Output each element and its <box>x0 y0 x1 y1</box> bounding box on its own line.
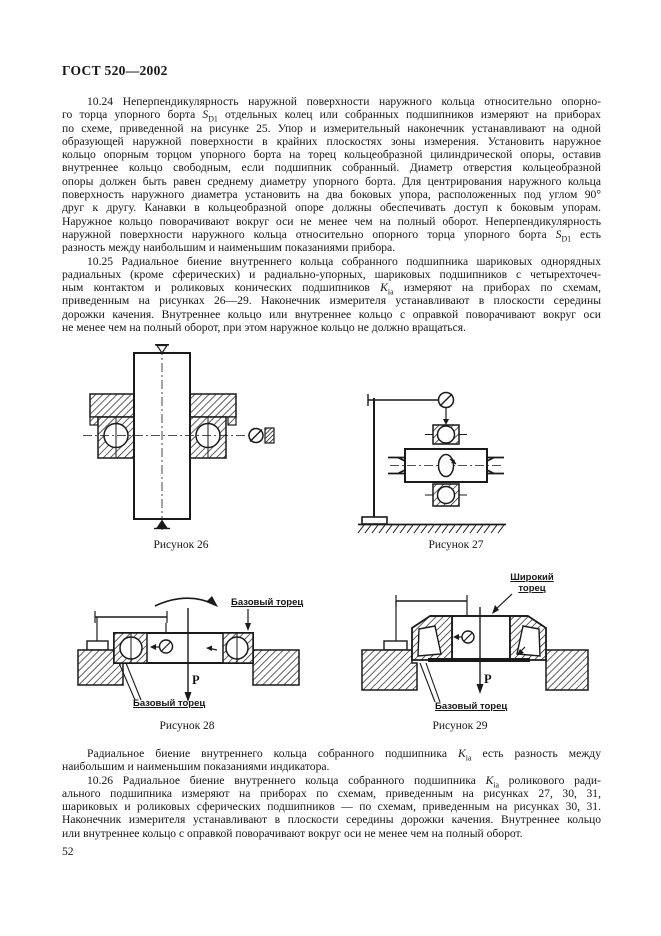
text-line: Радиальное биение внутреннего кольца собранного подшипника $K_{ia}$ есть разность между <box>87 747 601 763</box>
text-line: Наконечник измерителя устанавливают в плоскости середины дорожки качения. Внутреннее кольцо <box>62 813 601 827</box>
figure-28-caption: Рисунок 28 <box>159 720 215 732</box>
figure-29 <box>355 570 605 750</box>
upper-text-block <box>62 95 601 334</box>
text-line: радиальных (кроме сферических) и радиально-упорных, шариковых подшипников с четырехточеч- <box>62 267 601 281</box>
figure-28 <box>60 590 310 750</box>
text-line: 10.26 Радиальное биение внутреннего кольца собранного подшипника $K_{ia}$ роликового ради- <box>87 773 601 789</box>
paragraph-10-26 <box>62 774 601 840</box>
indicator-stand <box>87 641 108 650</box>
inner-ring-middle <box>452 616 510 660</box>
figure-28-drawing <box>60 590 310 715</box>
text-line: не менее чем на полный оборот, при этом наружное кольцо не должно вращаться. <box>62 321 466 335</box>
figure-29-bottom-label: Базовый торец <box>435 701 508 712</box>
figure-29-caption: Рисунок 29 <box>432 720 488 732</box>
text-line: внутреннее кольцо свободным, если подшипник собранный. Диаметр отверстия кольцеобразной <box>62 161 601 175</box>
figure-28-force-label: P <box>192 673 200 687</box>
text-line: 10.24 Неперпендикулярность наружной поверхности наружного кольца относительно опорно- <box>87 95 601 108</box>
figure-27 <box>350 344 610 559</box>
figure-27-caption: Рисунок 27 <box>428 539 484 551</box>
text-line: Наружное кольцо поворачивают вокруг оси не менее чем на полный оборот. Неперпендикулярность <box>62 214 601 228</box>
ground-right <box>253 650 299 685</box>
top-center-mark <box>157 346 167 354</box>
figure-26-caption: Рисунок 26 <box>153 539 209 551</box>
text-line: кольцо опорным торцом упорного борта на торец кольцеобразной цилиндрической опоры, оставив <box>62 148 601 162</box>
ground-right <box>546 650 588 690</box>
text-line: наибольшим и наименьшим показаниями индикатора. <box>62 760 330 774</box>
stand-base <box>362 517 387 524</box>
indicator-stand <box>384 641 407 650</box>
figure-29-force-label: P <box>484 672 492 686</box>
paragraph-10-24 <box>62 95 601 255</box>
figure-28-bottom-label: Базовый торец <box>133 698 206 709</box>
text-line: или внутреннее кольцо с оправкой поворачивают вокруг оси не менее чем на полный оборот. <box>62 826 523 840</box>
text-line: шариковых и роликовых сферических подшипников — по схемам, приведенным на рисунках 30, 31. <box>62 800 601 814</box>
indicator-support-block <box>265 428 274 443</box>
text-line: образующей наружной поверхности в крайних плоскостях зоны измерения. Установить наружное <box>62 134 601 148</box>
lower-text-block <box>62 747 601 840</box>
text-line: ным контактом и роликовых конических подшипников $K_{ia}$ измеряют на приборах по схемам, <box>62 281 602 297</box>
figure-26-drawing <box>75 344 290 539</box>
figure-29-top-label: Широкий торец <box>510 572 554 594</box>
ground-left <box>362 650 417 690</box>
figure-29-drawing <box>355 570 605 715</box>
text-line: 10.25 Радиальное биение внутреннего кольца собранного подшипника шариковых однорядных <box>87 254 601 268</box>
text-line: разность между наибольшим и наименьшим показаниями прибора. <box>62 241 396 255</box>
text-line: го торца упорного борта $S_{D1}$ отдельных колец или собранных подшипников измеряют на приборах <box>62 108 601 124</box>
figure-28-top-label: Базовый торец <box>231 597 304 608</box>
text-line: друг к другу. Канавки в кольцеобразной опоре должны обеспечивать доступ к боковым упорам. <box>62 201 601 215</box>
bottom-center-mark <box>157 521 167 529</box>
rotation-mark <box>439 455 454 477</box>
text-line: наружной поверхности наружного кольца относительно опорного торца упорного борта $S_{D1}$ есть <box>62 227 601 244</box>
figure-27-drawing <box>350 344 610 544</box>
text-line: по схеме, приведенной на рисунке 25. Упор и измерительный наконечник устанавливают на одной <box>62 121 601 135</box>
figure-26 <box>75 344 290 559</box>
ground-hatching <box>358 525 504 533</box>
text-line: ального подшипника измеряют на приборах по схемам, приведенным на рисунках 27, 30, 31, <box>62 786 601 800</box>
base-face-bar <box>428 658 530 662</box>
left-housing <box>90 394 134 417</box>
text-line: приведенным на рисунках 26—29. Наконечник измерителя устанавливают в плоскости середины <box>62 294 601 308</box>
paragraph-10-25 <box>62 255 601 335</box>
text-line: поверхность наружного диаметра установить на два боковых упора, расположенных под углом 90° <box>62 188 601 202</box>
text-line: опоры должен быть равен среднему диаметру упорного борта. Для центрирования наружного кольца <box>62 174 601 188</box>
standard-number: ГОСТ 520—2002 <box>62 63 168 78</box>
text-line: дорожки качения. Внутреннее кольцо или внутреннее кольцо с оправкой поворачивают вокруг оси <box>62 307 601 321</box>
right-housing <box>190 394 236 417</box>
paragraph-radial-runout <box>62 747 601 774</box>
page-number: 52 <box>62 845 74 858</box>
